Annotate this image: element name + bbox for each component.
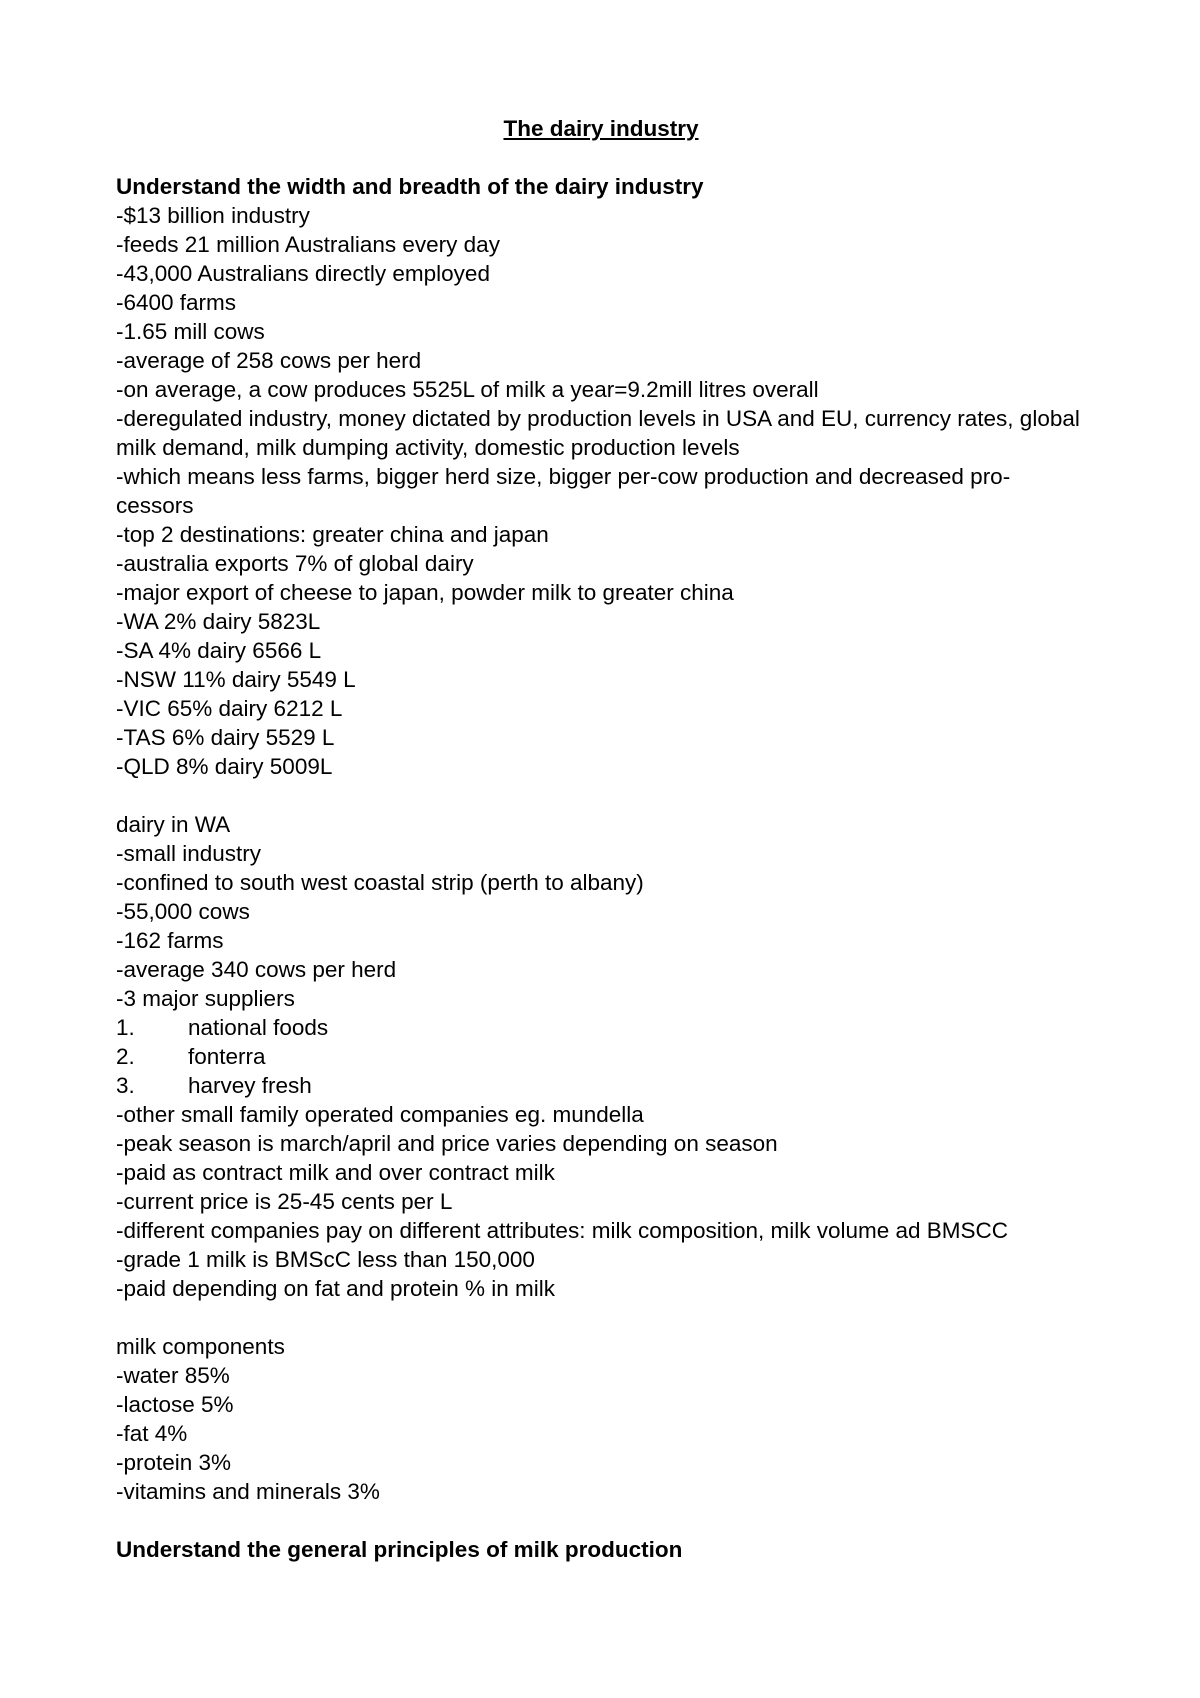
list-number: 3. [116,1073,135,1098]
list-item: -current price is 25-45 cents per L [116,1189,453,1214]
list-item: -paid as contract milk and over contract milk [116,1160,555,1185]
list-item: -3 major suppliers [116,986,295,1011]
numbered-list-item [116,1013,1086,1042]
list-item: -water 85% [116,1363,230,1388]
list-item: -TAS 6% dairy 5529 L [116,725,335,750]
list-item: -on average, a cow produces 5525L of milk a year=9.2mill litres overall [116,377,819,402]
list-item: -average of 258 cows per herd [116,348,422,373]
list-item: -protein 3% [116,1450,232,1475]
numbered-list-item [116,1042,1086,1071]
list-item: -vitamins and minerals 3% [116,1479,380,1504]
list-item: -6400 farms [116,290,237,315]
list-item: -WA 2% dairy 5823L [116,609,321,634]
subsection-heading-wa: dairy in WA [116,812,231,837]
list-item: -confined to south west coastal strip (perth to albany) [116,870,644,895]
supplier-name: harvey fresh [188,1073,312,1098]
spacer [116,1303,1086,1332]
list-item: -different companies pay on different attributes: milk composition, milk volume ad BMSCC [116,1218,1009,1243]
list-item: -deregulated industry, money dictated by production levels in USA and EU, currency rates, global milk demand, milk dumping activity, domestic production levels [116,406,1087,460]
list-item: -SA 4% dairy 6566 L [116,638,322,663]
list-item: -55,000 cows [116,899,250,924]
supplier-name: national foods [188,1015,329,1040]
list-item: -grade 1 milk is BMScC less than 150,000 [116,1247,535,1272]
list-item: -162 farms [116,928,224,953]
list-item: -lactose 5% [116,1392,234,1417]
list-item: -peak season is march/april and price varies depending on season [116,1131,778,1156]
suppliers-numbered-list [116,1013,1086,1100]
list-item: -VIC 65% dairy 6212 L [116,696,343,721]
list-item: -which means less farms, bigger herd size, bigger per-cow production and decreased pro-cessors [116,464,1011,518]
list-item: -NSW 11% dairy 5549 L [116,667,356,692]
subsection-heading-milk-components: milk components [116,1334,285,1359]
document-body [116,114,1086,1564]
list-item: -paid depending on fat and protein % in milk [116,1276,556,1301]
section-heading-industry: Understand the width and breadth of the dairy industry [116,174,704,199]
document-title: The dairy industry [503,116,699,141]
list-item: -small industry [116,841,262,866]
wa-facts-list-continued [116,1100,1086,1303]
industry-facts-list [116,201,1086,781]
list-item: -43,000 Australians directly employed [116,261,490,286]
list-item: -average 340 cows per herd [116,957,397,982]
spacer [116,1506,1086,1535]
spacer [116,781,1086,810]
list-item: -$13 billion industry [116,203,310,228]
list-item: -fat 4% [116,1421,188,1446]
list-number: 1. [116,1015,135,1040]
list-item: -feeds 21 million Australians every day [116,232,500,257]
list-number: 2. [116,1044,135,1069]
list-item: -australia exports 7% of global dairy [116,551,474,576]
list-item: -major export of cheese to japan, powder milk to greater china [116,580,734,605]
milk-components-list [116,1361,1086,1506]
section-heading-milk-production: Understand the general principles of milk production [116,1537,683,1562]
list-item: -top 2 destinations: greater china and japan [116,522,549,547]
list-item: -QLD 8% dairy 5009L [116,754,333,779]
supplier-name: fonterra [188,1044,266,1069]
wa-facts-list [116,839,1086,1013]
numbered-list-item [116,1071,1086,1100]
list-item: -1.65 mill cows [116,319,265,344]
list-item: -other small family operated companies eg. mundella [116,1102,644,1127]
